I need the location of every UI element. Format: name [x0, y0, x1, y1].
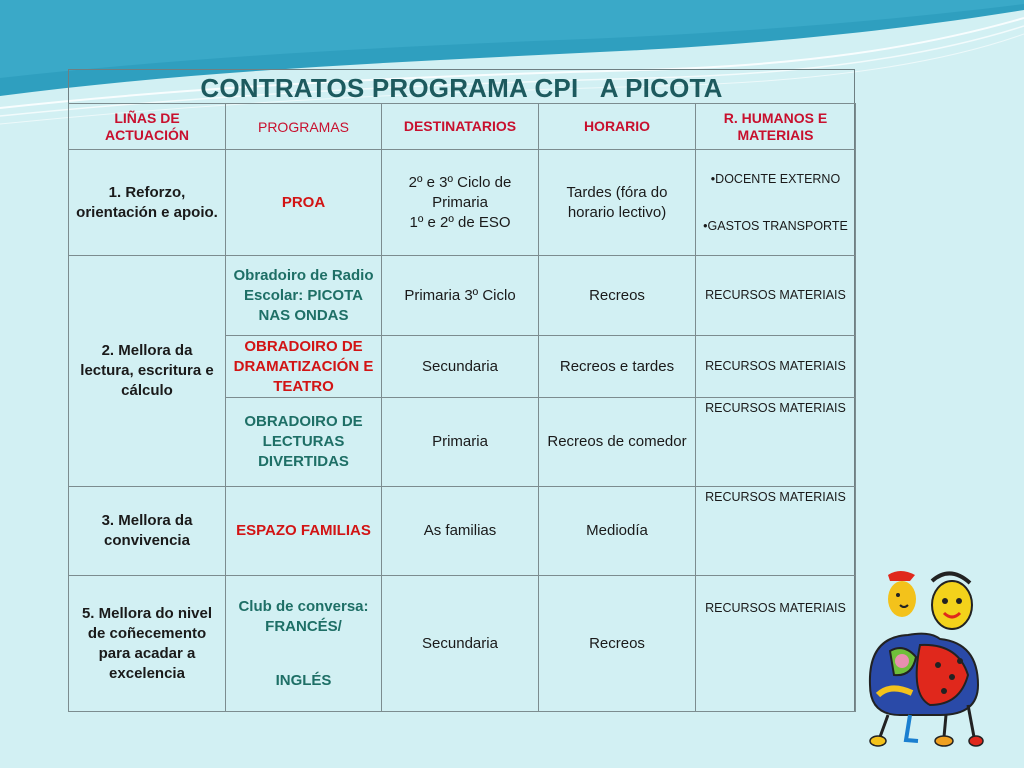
horario-cell: Recreos — [539, 576, 696, 712]
destinatarios-cell — [382, 150, 539, 256]
clown-illustration — [860, 565, 990, 750]
destinatarios-line: 2º e 3º Ciclo de Primaria — [408, 173, 512, 211]
recursos-cell: RECURSOS MATERIAIS — [696, 256, 856, 336]
program-line: Club de conversa: FRANCÉS/ — [238, 597, 369, 635]
header-horario: HORARIO — [539, 104, 696, 150]
table-row — [69, 256, 856, 336]
destinatarios-cell: Secundaria — [382, 336, 539, 398]
header-recursos: R. HUMANOS E MATERIAIS — [696, 104, 856, 150]
line-cell: 3. Mellora da convivencia — [69, 487, 226, 576]
header-row — [69, 104, 856, 150]
destinatarios-cell: Primaria 3º Ciclo — [382, 256, 539, 336]
table-row — [69, 576, 856, 712]
program-cell: PROA — [226, 150, 382, 256]
recursos-line: •GASTOS TRANSPORTE — [703, 218, 848, 233]
program-cell — [226, 576, 382, 712]
destinatarios-line: 1º e 2º de ESO — [409, 213, 511, 231]
recursos-cell: RECURSOS MATERIAIS — [696, 398, 856, 487]
program-cell: Obradoiro de Radio Escolar: PICOTA NAS ONDAS — [226, 256, 382, 336]
recursos-cell — [696, 150, 856, 256]
program-line: INGLÉS — [275, 671, 332, 689]
contracts-table — [68, 103, 856, 712]
table-row — [69, 487, 856, 576]
destinatarios-cell: As familias — [382, 487, 539, 576]
destinatarios-cell: Secundaria — [382, 576, 539, 712]
horario-cell: Recreos — [539, 256, 696, 336]
destinatarios-cell: Primaria — [382, 398, 539, 487]
horario-cell: Recreos e tardes — [539, 336, 696, 398]
page-title: CONTRATOS PROGRAMA CPI A PICOTA — [200, 73, 723, 103]
horario-cell: Mediodía — [539, 487, 696, 576]
horario-cell: Recreos de comedor — [539, 398, 696, 487]
program-cell: OBRADOIRO DE LECTURAS DIVERTIDAS — [226, 398, 382, 487]
recursos-cell: RECURSOS MATERIAIS — [696, 336, 856, 398]
program-cell: OBRADOIRO DE DRAMATIZACIÓN E TEATRO — [226, 336, 382, 398]
header-programas: PROGRAMAS — [226, 104, 382, 150]
line-cell: 1. Reforzo, orientación e apoio. — [69, 150, 226, 256]
line-cell: 5. Mellora do nivel de coñecemento para acadar a excelencia — [69, 576, 226, 712]
recursos-cell: RECURSOS MATERIAIS — [696, 576, 856, 712]
recursos-cell: RECURSOS MATERIAIS — [696, 487, 856, 576]
line-cell: 2. Mellora da lectura, escritura e cálculo — [69, 256, 226, 487]
recursos-line: •DOCENTE EXTERNO — [710, 171, 841, 186]
program-cell: ESPAZO FAMILIAS — [226, 487, 382, 576]
header-lineas: LIÑAS DE ACTUACIÓN — [69, 104, 226, 150]
horario-cell: Tardes (fóra do horario lectivo) — [539, 150, 696, 256]
header-destinatarios: DESTINATARIOS — [382, 104, 539, 150]
table-row — [69, 150, 856, 256]
